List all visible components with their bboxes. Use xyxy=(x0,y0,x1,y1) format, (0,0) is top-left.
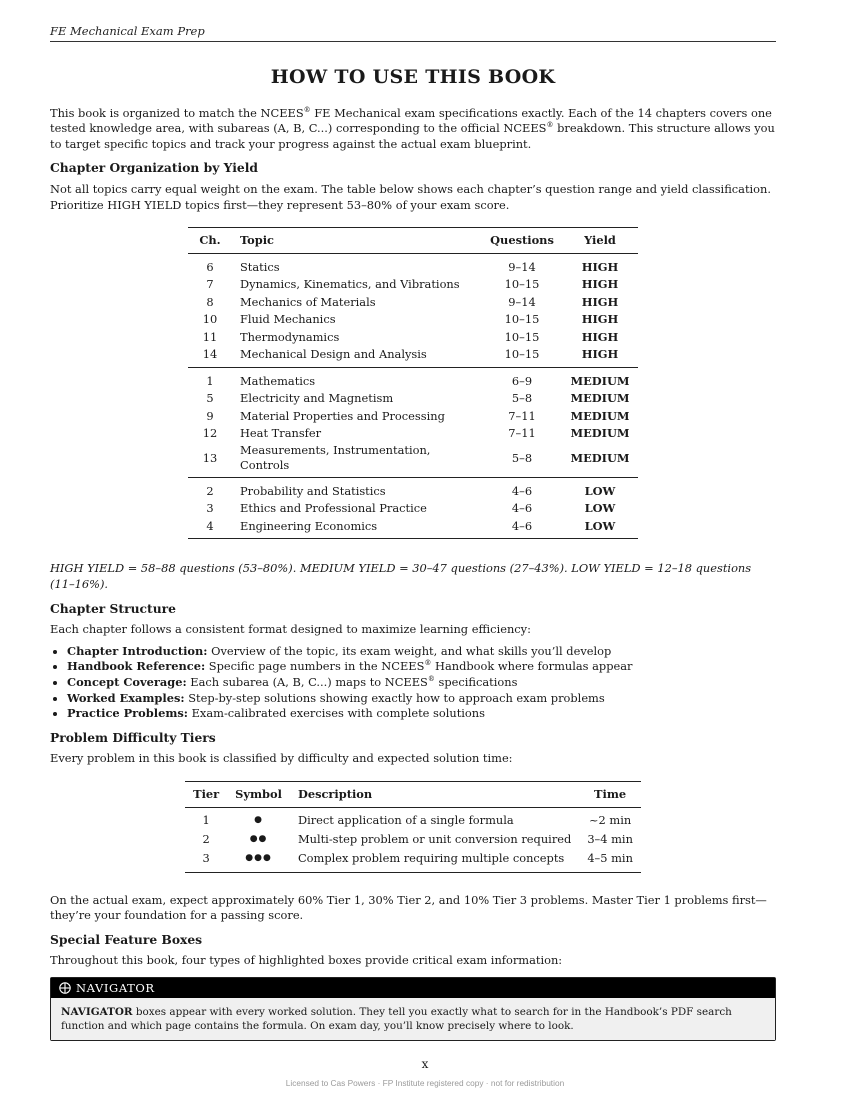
chapter-organization-text: Not all topics carry equal weight on the exam. The table below shows each chapter’s question range and yield classification. Prioritize HIGH YIELD topics first—they represent 53–80% of your exam score. xyxy=(50,181,771,212)
yield-group-high xyxy=(188,253,638,367)
chapter-number: 8 xyxy=(206,294,214,309)
table-row xyxy=(188,276,638,294)
tier-time: 4–5 min xyxy=(587,851,633,866)
question-range: 6–9 xyxy=(511,373,533,388)
chapter-topic: Fluid Mechanics xyxy=(240,312,336,327)
yield-level: LOW xyxy=(584,501,616,516)
question-range: 9–14 xyxy=(508,259,536,274)
yield-table xyxy=(188,227,638,539)
question-range: 10–15 xyxy=(504,347,540,362)
yield-level: LOW xyxy=(584,483,616,498)
yield-level: HIGH xyxy=(581,294,619,309)
question-range: 7–11 xyxy=(508,408,536,423)
tier-description: Multi-step problem or unit conversion required xyxy=(297,832,572,847)
chapter-topic: Dynamics, Kinematics, and Vibrations xyxy=(240,277,460,292)
table-row xyxy=(188,443,638,478)
table-row xyxy=(188,346,638,367)
chapter-number: 7 xyxy=(206,277,214,292)
navigator-box-header xyxy=(51,978,775,998)
chapter-topic: Measurements, Instrumentation, Controls xyxy=(240,442,431,473)
chapter-number: 14 xyxy=(202,347,218,362)
difficulty-distribution-text: On the actual exam, expect approximately 60% Tier 1, 30% Tier 2, and 10% Tier 3 problems. Master Tier 1 problems first—they’re your foundation for a passing score. xyxy=(50,892,767,923)
yield-level: HIGH xyxy=(581,259,619,274)
question-range: 5–8 xyxy=(511,391,533,406)
chapter-number: 9 xyxy=(206,408,214,423)
chapter-topic: Ethics and Professional Practice xyxy=(240,501,427,516)
yield-level: MEDIUM xyxy=(570,426,630,441)
table-row xyxy=(188,390,638,408)
tier-number: 1 xyxy=(202,813,210,828)
yield-level: HIGH xyxy=(581,277,619,292)
chapter-number: 12 xyxy=(202,426,218,441)
yield-level: HIGH xyxy=(581,329,619,344)
yield-group-low xyxy=(188,477,638,539)
col-header-symbol: Symbol xyxy=(235,786,282,801)
chapter-topic: Thermodynamics xyxy=(240,329,340,344)
col-header-yield: Yield xyxy=(584,233,616,248)
question-range: 4–6 xyxy=(511,501,533,516)
table-row xyxy=(188,518,638,539)
chapter-topic: Statics xyxy=(240,259,280,274)
question-range: 4–6 xyxy=(511,518,533,533)
tier-symbol: ●● xyxy=(249,834,268,845)
page-number: x xyxy=(421,1057,429,1071)
yield-level: LOW xyxy=(584,518,616,533)
yield-level: MEDIUM xyxy=(570,373,630,388)
table-row xyxy=(188,500,638,518)
table-row xyxy=(185,807,641,831)
yield-level: HIGH xyxy=(581,312,619,327)
question-range: 10–15 xyxy=(504,312,540,327)
difficulty-intro: Every problem in this book is classified by difficulty and expected solution time: xyxy=(50,751,513,766)
chapter-topic: Mathematics xyxy=(240,373,316,388)
navigator-box-title: NAVIGATOR xyxy=(76,980,155,995)
col-header-tier: Tier xyxy=(193,786,220,801)
tier-symbol: ● xyxy=(254,815,263,826)
list-item: • Worked Examples: Step-by-step solutions showing exactly how to approach exam problems xyxy=(67,691,776,707)
question-range: 9–14 xyxy=(508,294,536,309)
chapter-structure-intro: Each chapter follows a consistent format designed to maximize learning efficiency: xyxy=(50,622,531,637)
tier-description: Complex problem requiring multiple concepts xyxy=(297,851,565,866)
page-content xyxy=(50,66,776,1041)
page-title: HOW TO USE THIS BOOK xyxy=(270,66,556,88)
question-range: 7–11 xyxy=(508,426,536,441)
table-row xyxy=(188,294,638,312)
question-range: 5–8 xyxy=(511,450,533,465)
table-row xyxy=(188,329,638,347)
tier-number: 3 xyxy=(202,851,210,866)
chapter-number: 4 xyxy=(206,518,214,533)
list-item: • Practice Problems: Exam-calibrated exercises with complete solutions xyxy=(67,706,776,722)
table-row xyxy=(188,367,638,390)
question-range: 4–6 xyxy=(511,483,533,498)
feature-boxes-intro: Throughout this book, four types of highlighted boxes provide critical exam information: xyxy=(50,953,563,968)
table-row xyxy=(185,831,641,850)
tier-time: ~2 min xyxy=(589,813,632,828)
question-range: 10–15 xyxy=(504,329,540,344)
chapter-topic: Heat Transfer xyxy=(240,426,322,441)
chapter-topic: Material Properties and Processing xyxy=(240,408,445,423)
list-item: • Concept Coverage: Each subarea (A, B, C...) maps to NCEES® specifications xyxy=(67,675,776,691)
section-heading-feature-boxes: Special Feature Boxes xyxy=(50,931,203,947)
chapter-number: 3 xyxy=(206,501,214,516)
table-row xyxy=(188,425,638,443)
yield-table-header-row xyxy=(188,228,638,254)
list-item: • Chapter Introduction: Overview of the topic, its exam weight, and what skills you’ll develop xyxy=(67,644,776,660)
chapter-number: 6 xyxy=(206,259,214,274)
intro-paragraph: This book is organized to match the NCEES® FE Mechanical exam specifications exactly. Each of the 14 chapters covers one tested knowledge area, with subareas (A, B, C...) corresponding to the official NCEES® breakdown. This structure allows you to target specific topics and track your progress against the actual exam blueprint. xyxy=(50,105,775,151)
chapter-number: 5 xyxy=(206,391,214,406)
navigator-box xyxy=(50,977,776,1041)
navigator-box-body: NAVIGATOR boxes appear with every worked solution. They tell you exactly what to search for in the Handbook’s PDF search function and which page contains the formula. On exam day, you’ll know precisely where to look. xyxy=(51,998,775,1040)
chapter-number: 10 xyxy=(202,312,218,327)
section-heading-difficulty-tiers: Problem Difficulty Tiers xyxy=(50,729,216,745)
chapter-topic: Mechanical Design and Analysis xyxy=(240,347,427,362)
chapter-topic: Engineering Economics xyxy=(240,518,378,533)
table-row xyxy=(188,253,638,276)
tier-description: Direct application of a single formula xyxy=(297,813,514,828)
chapter-topic: Mechanics of Materials xyxy=(240,294,376,309)
section-heading-chapter-organization: Chapter Organization by Yield xyxy=(50,160,259,176)
yield-group-medium xyxy=(188,367,638,477)
table-row xyxy=(188,311,638,329)
yield-level: MEDIUM xyxy=(570,408,630,423)
tier-number: 2 xyxy=(202,832,210,847)
chapter-structure-list xyxy=(50,644,776,722)
difficulty-table-header-row xyxy=(185,781,641,807)
chapter-topic: Electricity and Magnetism xyxy=(240,391,394,406)
chapter-number: 13 xyxy=(202,450,218,465)
col-header-description: Description xyxy=(297,786,373,801)
running-header: FE Mechanical Exam Prep xyxy=(50,24,776,42)
col-header-topic: Topic xyxy=(240,233,274,248)
list-item: • Handbook Reference: Specific page numbers in the NCEES® Handbook where formulas appear xyxy=(67,659,776,675)
yield-level: MEDIUM xyxy=(570,450,630,465)
chapter-number: 2 xyxy=(206,483,214,498)
yield-level: HIGH xyxy=(581,347,619,362)
yield-level: MEDIUM xyxy=(570,391,630,406)
table-row xyxy=(188,477,638,500)
col-header-time: Time xyxy=(594,786,627,801)
chapter-number: 1 xyxy=(206,373,214,388)
table-row xyxy=(188,408,638,426)
col-header-questions: Questions xyxy=(490,233,554,248)
chapter-number: 11 xyxy=(202,329,218,344)
tier-symbol: ●●● xyxy=(245,853,272,864)
difficulty-table xyxy=(185,781,641,873)
yield-summary: HIGH YIELD = 58–88 questions (53–80%). MEDIUM YIELD = 30–47 questions (27–43%). LOW YIELD = 12–18 questions (11–16%). xyxy=(50,561,752,592)
table-row xyxy=(185,850,641,873)
tier-time: 3–4 min xyxy=(587,832,633,847)
license-footer: Licensed to Cas Powers · FP Institute registered copy · not for redistribution xyxy=(285,1078,565,1088)
col-header-chapter: Ch. xyxy=(199,233,221,248)
compass-icon xyxy=(59,980,71,992)
question-range: 10–15 xyxy=(504,277,540,292)
chapter-topic: Probability and Statistics xyxy=(240,483,386,498)
section-heading-chapter-structure: Chapter Structure xyxy=(50,600,176,616)
